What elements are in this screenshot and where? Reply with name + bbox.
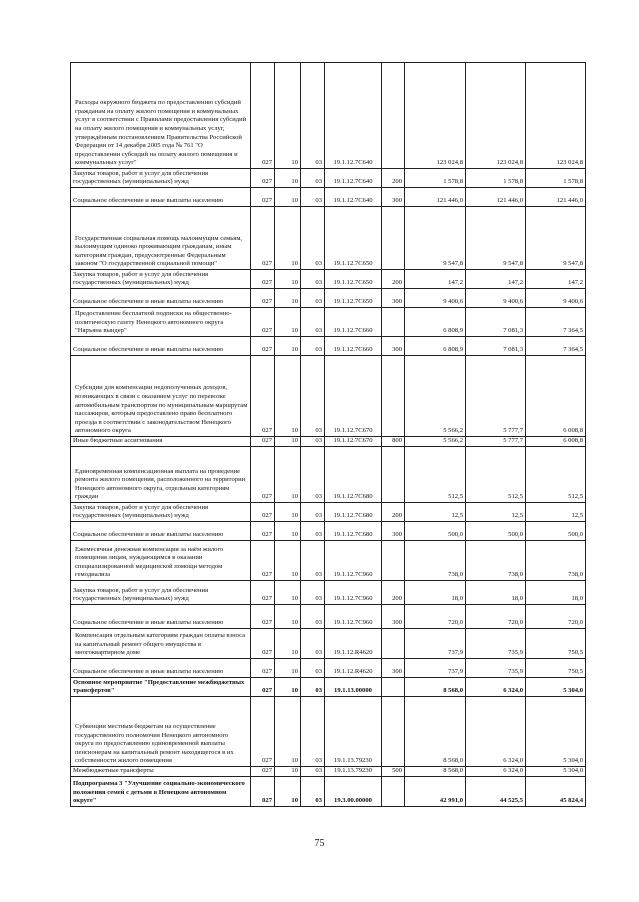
ved-code: 027 [251, 447, 275, 503]
amount-year-1: 737,9 [405, 659, 466, 678]
expense-type-code: 300 [382, 605, 405, 629]
row-name: Закупка товаров, работ и услуг для обеспечения государственных (муниципальных) нужд [71, 581, 251, 605]
target-article-code: 19.1.12.7С640 [325, 63, 382, 169]
target-article-code: 19.1.12.7С640 [325, 169, 382, 188]
table-row [71, 289, 586, 308]
subsection-code: 03 [301, 697, 325, 767]
row-name: Основное мероприятие "Предоставление межбюджетных трансфертов" [71, 678, 251, 697]
subsection-code: 03 [301, 605, 325, 629]
amount-year-3: 5 304,0 [526, 697, 586, 767]
amount-year-3: 1 578,8 [526, 169, 586, 188]
section-code: 10 [275, 169, 301, 188]
expense-type-code: 300 [382, 188, 405, 207]
row-name: Государственная социальная помощь малоимущим семьям, малоимущим одиноко проживающим гражданам, иным категориям граждан, предусмотренные Федеральным законом "О государственной социальной помощи" [71, 207, 251, 270]
row-name: Компенсация отдельным категориям граждан оплаты взноса на капитальный ремонт общего имущества в многоквартирном доме [71, 629, 251, 659]
table-row [71, 337, 586, 356]
subsection-code: 03 [301, 437, 325, 447]
expense-type-code: 300 [382, 659, 405, 678]
amount-year-2: 720,0 [466, 605, 526, 629]
amount-year-1: 6 808,9 [405, 337, 466, 356]
amount-year-3: 512,5 [526, 447, 586, 503]
section-code: 10 [275, 356, 301, 437]
amount-year-2: 7 081,3 [466, 308, 526, 337]
expense-type-code [382, 629, 405, 659]
amount-year-1: 500,0 [405, 522, 466, 541]
ved-code: 027 [251, 541, 275, 581]
amount-year-1: 147,2 [405, 270, 466, 289]
amount-year-3: 7 364,5 [526, 337, 586, 356]
row-name: Иные бюджетные ассигнования [71, 437, 251, 447]
expense-type-code [382, 678, 405, 697]
row-name: Социальное обеспечение и иные выплаты населению [71, 522, 251, 541]
row-name: Субвенции местным бюджетам на осуществление государственного полномочия Ненецкого автономного округа по предоставлению единовременной выплаты пенсионерам на капитальный ремонт находящегося в их собственности жилого помещения [71, 697, 251, 767]
amount-year-1: 8 568,0 [405, 767, 466, 777]
ved-code: 027 [251, 678, 275, 697]
amount-year-1: 42 991,0 [405, 777, 466, 807]
amount-year-2: 1 578,8 [466, 169, 526, 188]
row-name: Единовременная компенсационная выплата на проведение ремонта жилого помещения, расположенного на территории Ненецкого автономного округа, отдельным категориям граждан [71, 447, 251, 503]
ved-code: 027 [251, 605, 275, 629]
ved-code: 027 [251, 581, 275, 605]
amount-year-1: 512,5 [405, 447, 466, 503]
amount-year-3: 9 547,8 [526, 207, 586, 270]
ved-code: 027 [251, 356, 275, 437]
ved-code: 027 [251, 270, 275, 289]
ved-code: 027 [251, 767, 275, 777]
ved-code: 027 [251, 188, 275, 207]
amount-year-1: 5 566,2 [405, 356, 466, 437]
section-code: 10 [275, 63, 301, 169]
row-name: Подпрограмма 3 "Улучшение социально-экономического положения семей с детьми в Ненецком автономном округе" [71, 777, 251, 807]
row-name: Закупка товаров, работ и услуг для обеспечения государственных (муниципальных) нужд [71, 169, 251, 188]
amount-year-2: 735,9 [466, 659, 526, 678]
section-code: 10 [275, 697, 301, 767]
amount-year-2: 6 324,0 [466, 697, 526, 767]
amount-year-3: 750,5 [526, 629, 586, 659]
amount-year-1: 121 446,0 [405, 188, 466, 207]
table-row [71, 447, 586, 503]
amount-year-2: 6 324,0 [466, 678, 526, 697]
target-article-code: 19.1.12.7С660 [325, 337, 382, 356]
subsection-code: 03 [301, 308, 325, 337]
amount-year-1: 738,0 [405, 541, 466, 581]
expense-type-code [382, 777, 405, 807]
amount-year-1: 9 400,6 [405, 289, 466, 308]
subsection-code: 03 [301, 581, 325, 605]
target-article-code: 19.1.12.7С670 [325, 356, 382, 437]
row-name: Социальное обеспечение и иные выплаты населению [71, 188, 251, 207]
section-code: 10 [275, 541, 301, 581]
amount-year-2: 121 446,0 [466, 188, 526, 207]
section-code: 10 [275, 678, 301, 697]
amount-year-2: 7 081,3 [466, 337, 526, 356]
amount-year-1: 12,5 [405, 503, 466, 522]
subsection-code: 03 [301, 777, 325, 807]
subsection-code: 03 [301, 503, 325, 522]
budget-table [70, 62, 586, 807]
ved-code: 027 [251, 169, 275, 188]
amount-year-2: 9 547,8 [466, 207, 526, 270]
amount-year-1: 8 568,0 [405, 678, 466, 697]
row-name: Субсидии для компенсации недополученных доходов, возникающих в связи с оказанием услуг по перевозке автомобильным транспортом по муниципальным маршрутам пассажиров, которым предоставлено право бесплатного проезда в соответствии с законодательством Ненецкого автономного округа [71, 356, 251, 437]
target-article-code: 19.1.12.7С960 [325, 541, 382, 581]
target-article-code: 19.3.00.00000 [325, 777, 382, 807]
ved-code: 027 [251, 337, 275, 356]
row-name: Закупка товаров, работ и услуг для обеспечения государственных (муниципальных) нужд [71, 503, 251, 522]
row-name: Расходы окружного бюджета по предоставлению субсидий гражданам на оплату жилого помещения и коммунальных услуг в соответствии с Правилами предоставления субсидий на оплату жилого помещения и коммунальных услуг, утверждённым постановлением Правительства Российской Федерации от 14 декабря 2005 года № 761 "О предоставлении субсидий на оплату жилого помещения и коммунальных услуг" [71, 63, 251, 169]
ved-code: 027 [251, 697, 275, 767]
table-row [71, 308, 586, 337]
expense-type-code [382, 308, 405, 337]
ved-code: 027 [251, 503, 275, 522]
section-code: 10 [275, 629, 301, 659]
section-code: 10 [275, 289, 301, 308]
amount-year-2: 512,5 [466, 447, 526, 503]
expense-type-code: 500 [382, 767, 405, 777]
target-article-code: 19.1.12.7С650 [325, 289, 382, 308]
amount-year-3: 9 400,6 [526, 289, 586, 308]
ved-code: 027 [251, 437, 275, 447]
table-row [71, 169, 586, 188]
row-name: Социальное обеспечение и иные выплаты населению [71, 337, 251, 356]
expense-type-code: 300 [382, 337, 405, 356]
amount-year-2: 18,0 [466, 581, 526, 605]
amount-year-3: 6 008,8 [526, 356, 586, 437]
target-article-code: 19.1.12.7С960 [325, 605, 382, 629]
expense-type-code: 300 [382, 289, 405, 308]
table-row [71, 605, 586, 629]
amount-year-1: 5 566,2 [405, 437, 466, 447]
target-article-code: 19.1.12.7С660 [325, 308, 382, 337]
table-row [71, 437, 586, 447]
target-article-code: 19.1.12.7С650 [325, 207, 382, 270]
table-row [71, 581, 586, 605]
amount-year-2: 735,9 [466, 629, 526, 659]
budget-page [70, 62, 585, 807]
amount-year-3: 121 446,0 [526, 188, 586, 207]
row-name: Социальное обеспечение и иные выплаты населению [71, 289, 251, 308]
section-code: 10 [275, 581, 301, 605]
amount-year-2: 9 400,6 [466, 289, 526, 308]
amount-year-2: 5 777,7 [466, 356, 526, 437]
table-row [71, 541, 586, 581]
amount-year-3: 7 364,5 [526, 308, 586, 337]
subsection-code: 03 [301, 447, 325, 503]
table-row [71, 522, 586, 541]
expense-type-code: 200 [382, 270, 405, 289]
table-row [71, 777, 586, 807]
expense-type-code [382, 207, 405, 270]
expense-type-code [382, 447, 405, 503]
expense-type-code [382, 541, 405, 581]
target-article-code: 19.1.12.7С960 [325, 581, 382, 605]
amount-year-3: 123 024,8 [526, 63, 586, 169]
section-code: 10 [275, 659, 301, 678]
section-code: 10 [275, 767, 301, 777]
subsection-code: 03 [301, 207, 325, 270]
section-code: 10 [275, 437, 301, 447]
ved-code: 027 [251, 63, 275, 169]
expense-type-code: 200 [382, 581, 405, 605]
ved-code: 027 [251, 659, 275, 678]
budget-table-body [71, 63, 586, 807]
amount-year-2: 500,0 [466, 522, 526, 541]
target-article-code: 19.1.12.7С680 [325, 447, 382, 503]
expense-type-code: 200 [382, 503, 405, 522]
target-article-code: 19.1.12.7С650 [325, 270, 382, 289]
row-name: Закупка товаров, работ и услуг для обеспечения государственных (муниципальных) нужд [71, 270, 251, 289]
subsection-code: 03 [301, 337, 325, 356]
target-article-code: 19.1.12.7С680 [325, 522, 382, 541]
table-row [71, 270, 586, 289]
amount-year-3: 45 824,4 [526, 777, 586, 807]
amount-year-1: 1 578,8 [405, 169, 466, 188]
amount-year-1: 6 808,9 [405, 308, 466, 337]
table-row [71, 356, 586, 437]
target-article-code: 19.1.12.7С670 [325, 437, 382, 447]
amount-year-3: 5 304,0 [526, 678, 586, 697]
amount-year-3: 738,0 [526, 541, 586, 581]
subsection-code: 03 [301, 356, 325, 437]
expense-type-code [382, 63, 405, 169]
amount-year-3: 750,5 [526, 659, 586, 678]
subsection-code: 03 [301, 659, 325, 678]
section-code: 10 [275, 503, 301, 522]
table-row [71, 659, 586, 678]
subsection-code: 03 [301, 541, 325, 581]
expense-type-code: 800 [382, 437, 405, 447]
section-code: 10 [275, 270, 301, 289]
ved-code: 027 [251, 777, 275, 807]
amount-year-2: 6 324,0 [466, 767, 526, 777]
target-article-code: 19.1.12.7С640 [325, 188, 382, 207]
amount-year-1: 737,9 [405, 629, 466, 659]
subsection-code: 03 [301, 629, 325, 659]
row-name: Социальное обеспечение и иные выплаты населению [71, 605, 251, 629]
row-name: Предоставление бесплатной подписки на общественно-политическую газету Ненецкого автономного округа "Няръяна вындер" [71, 308, 251, 337]
subsection-code: 03 [301, 169, 325, 188]
amount-year-3: 720,0 [526, 605, 586, 629]
amount-year-2: 123 024,8 [466, 63, 526, 169]
subsection-code: 03 [301, 188, 325, 207]
ved-code: 027 [251, 207, 275, 270]
section-code: 10 [275, 188, 301, 207]
ved-code: 027 [251, 522, 275, 541]
expense-type-code [382, 356, 405, 437]
target-article-code: 19.1.13.00000 [325, 678, 382, 697]
amount-year-3: 6 008,8 [526, 437, 586, 447]
table-row [71, 63, 586, 169]
amount-year-1: 8 568,0 [405, 697, 466, 767]
target-article-code: 19.1.12.R4620 [325, 659, 382, 678]
section-code: 10 [275, 308, 301, 337]
amount-year-1: 123 024,8 [405, 63, 466, 169]
subsection-code: 03 [301, 270, 325, 289]
amount-year-2: 12,5 [466, 503, 526, 522]
section-code: 10 [275, 777, 301, 807]
table-row [71, 697, 586, 767]
table-row [71, 207, 586, 270]
ved-code: 027 [251, 629, 275, 659]
section-code: 10 [275, 522, 301, 541]
row-name: Ежемесячная денежная компенсация за наём жилого помещения лицам, нуждающимся в оказании специализированной медицинской помощи методом гемодиализа [71, 541, 251, 581]
subsection-code: 03 [301, 289, 325, 308]
row-name: Межбюджетные трансферты [71, 767, 251, 777]
amount-year-2: 5 777,7 [466, 437, 526, 447]
section-code: 10 [275, 605, 301, 629]
amount-year-2: 44 525,5 [466, 777, 526, 807]
amount-year-3: 500,0 [526, 522, 586, 541]
subsection-code: 03 [301, 767, 325, 777]
subsection-code: 03 [301, 678, 325, 697]
section-code: 10 [275, 447, 301, 503]
section-code: 10 [275, 337, 301, 356]
table-row [71, 188, 586, 207]
target-article-code: 19.1.12.7С680 [325, 503, 382, 522]
expense-type-code: 300 [382, 522, 405, 541]
subsection-code: 03 [301, 63, 325, 169]
amount-year-1: 9 547,8 [405, 207, 466, 270]
amount-year-1: 18,0 [405, 581, 466, 605]
expense-type-code: 200 [382, 169, 405, 188]
table-row [71, 629, 586, 659]
subsection-code: 03 [301, 522, 325, 541]
table-row [71, 503, 586, 522]
table-row [71, 678, 586, 697]
amount-year-3: 5 304,0 [526, 767, 586, 777]
target-article-code: 19.1.13.79230 [325, 767, 382, 777]
table-row [71, 767, 586, 777]
amount-year-3: 18,0 [526, 581, 586, 605]
amount-year-1: 720,0 [405, 605, 466, 629]
amount-year-3: 147,2 [526, 270, 586, 289]
section-code: 10 [275, 207, 301, 270]
expense-type-code [382, 697, 405, 767]
ved-code: 027 [251, 289, 275, 308]
target-article-code: 19.1.12.R4620 [325, 629, 382, 659]
target-article-code: 19.1.13.79230 [325, 697, 382, 767]
amount-year-2: 147,2 [466, 270, 526, 289]
page-number: 75 [314, 838, 325, 849]
amount-year-3: 12,5 [526, 503, 586, 522]
row-name: Социальное обеспечение и иные выплаты населению [71, 659, 251, 678]
amount-year-2: 738,0 [466, 541, 526, 581]
ved-code: 027 [251, 308, 275, 337]
